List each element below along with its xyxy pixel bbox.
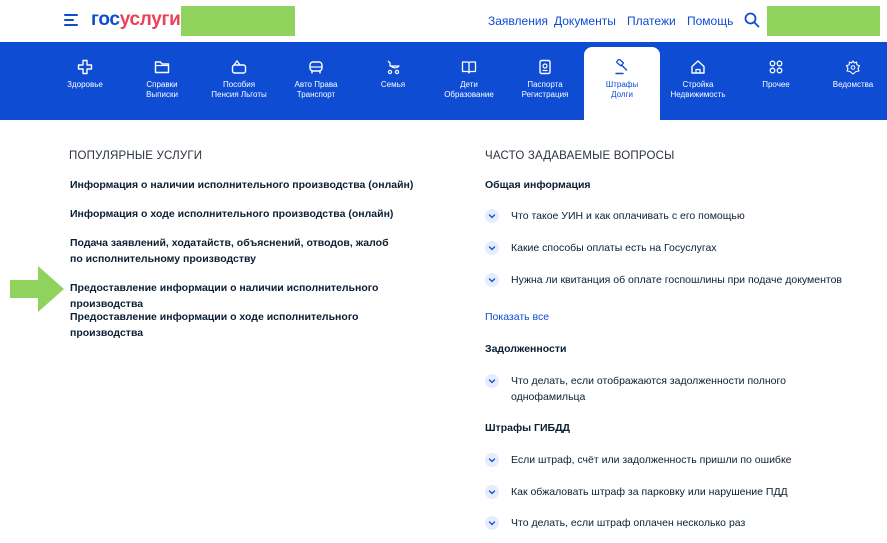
header [0, 0, 887, 42]
nav-documents[interactable]: Документы [554, 14, 616, 28]
nav-applications[interactable]: Заявления [488, 14, 549, 28]
category-construction[interactable]: Стройка Недвижимость [660, 47, 736, 121]
service-link-highlighted[interactable]: Предоставление информации о наличии исполнительного производства [70, 282, 379, 310]
gavel-icon [614, 59, 630, 75]
passport-icon [537, 59, 553, 75]
book-icon [461, 59, 477, 75]
chevron-down-icon [485, 374, 499, 388]
category-health[interactable]: Здоровье [47, 47, 123, 121]
nav-help[interactable]: Помощь [687, 14, 734, 28]
category-children[interactable]: Дети Образование [431, 47, 507, 121]
category-other[interactable]: Прочее [738, 47, 814, 121]
nav-payments[interactable]: Платежи [627, 14, 676, 28]
category-auto[interactable]: Авто Права Транспорт [278, 47, 354, 121]
chevron-down-icon [485, 453, 499, 467]
stroller-icon [385, 59, 401, 75]
chevron-down-icon [485, 273, 499, 287]
wallet-icon [231, 59, 247, 75]
category-fines[interactable]: Штрафы Долги [584, 47, 660, 120]
faq-title: ЧАСТО ЗАДАВАЕМЫЕ ВОПРОСЫ [485, 150, 675, 162]
category-agencies[interactable]: Ведомства [815, 47, 887, 121]
chevron-down-icon [485, 209, 499, 223]
chevron-down-icon [485, 485, 499, 499]
service-link[interactable]: Предоставление информации о ходе исполнительного производства [70, 311, 359, 339]
service-link[interactable]: Информация о ходе исполнительного производства (онлайн) [70, 208, 394, 220]
highlight-arrow-icon [10, 266, 66, 312]
category-family[interactable]: Семья [355, 47, 431, 121]
search-icon[interactable] [744, 12, 760, 28]
menu-icon[interactable] [64, 14, 78, 26]
chevron-down-icon [485, 241, 499, 255]
service-link[interactable]: Информация о наличии исполнительного производства (онлайн) [70, 179, 414, 191]
car-icon [308, 59, 324, 75]
house-icon [690, 59, 706, 75]
redacted-block [181, 6, 295, 36]
faq-group-title: Штрафы ГИБДД [485, 422, 571, 434]
faq-group-title: Задолженности [485, 343, 567, 355]
chevron-down-icon [485, 516, 499, 530]
folder-icon [154, 59, 170, 75]
service-link[interactable]: Подача заявлений, ходатайств, объяснений, отводов, жалоб по исполнительному производству [70, 237, 389, 265]
grid-icon [768, 59, 784, 75]
category-certificates[interactable]: Справки Выписки [124, 47, 200, 121]
popular-services-title: ПОПУЛЯРНЫЕ УСЛУГИ [69, 150, 203, 162]
faq-group-title: Общая информация [485, 179, 591, 191]
emblem-icon [845, 59, 861, 75]
show-all-link[interactable]: Показать все [485, 311, 550, 323]
health-cross-icon [77, 59, 93, 75]
category-passports[interactable]: Паспорта Регистрация [507, 47, 583, 121]
category-benefits[interactable]: Пособия Пенсия Льготы [201, 47, 277, 121]
redacted-profile [767, 6, 880, 36]
logo[interactable]: госуслуги [91, 9, 181, 30]
